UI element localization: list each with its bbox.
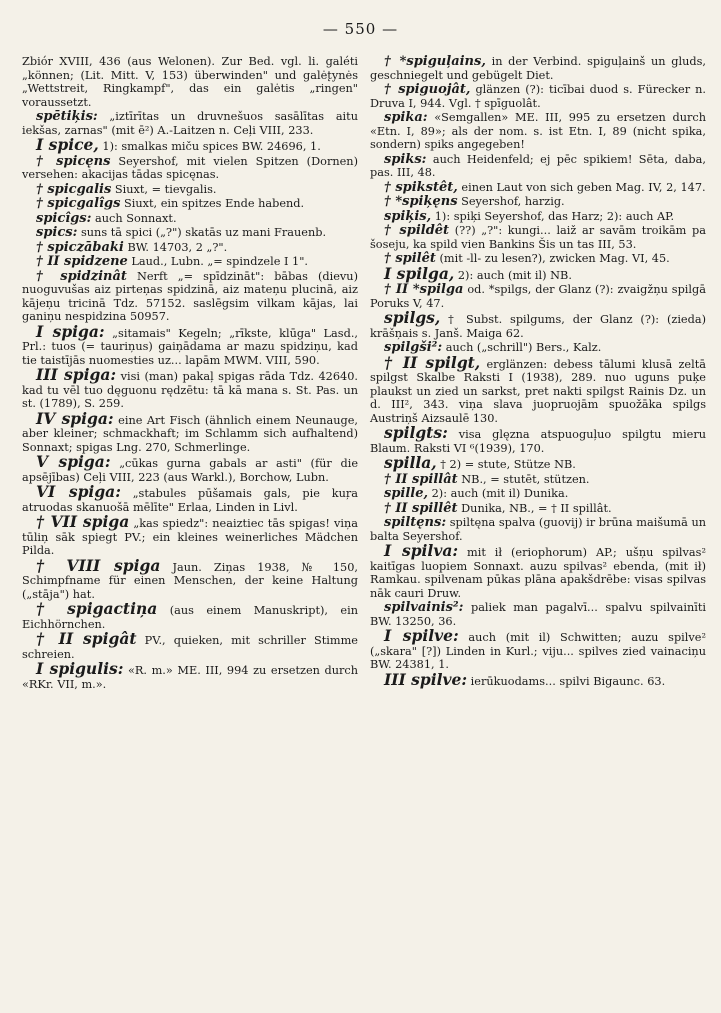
dictionary-entry bbox=[370, 352, 706, 426]
entry-headword: I spilve: bbox=[384, 626, 459, 645]
dictionary-entry bbox=[22, 555, 358, 602]
entry-text: (mit -ll- zu lesen?), zwicken Mag. VI, 45. bbox=[435, 252, 670, 265]
entry-headword: † spidzinât bbox=[36, 268, 127, 284]
entry-text: Zbiór XVIII, 436 (aus Welonen). Zur Bed. vgl. li. galéti „können; (Lit. Mitt. V, 153) überwinden" und galėt̨ynės „Wettstreit, Ringkampf", das ein galėtis „ringen" voraussetzt. bbox=[22, 55, 358, 109]
entry-headword: † II *spilga bbox=[384, 282, 464, 297]
entry-text: auch Sonnaxt. bbox=[91, 211, 177, 225]
entry-text: (??) „?": kungi... laiž ar savām troikām pa šoseju, ka spild vien Bankins Šis un tas III, 53. bbox=[370, 224, 706, 251]
dictionary-entry bbox=[370, 263, 706, 283]
dictionary-entry bbox=[22, 270, 358, 324]
page-number: — 550 — bbox=[322, 20, 399, 38]
entry-text: mit ił (eriophorum) AP.; ušņu spilvas² kaitīgas luopiem Sonnaxt. auzu spilvas² ebenda, (mit ił) Ramkau. spilvenam pūkas plāna apakšdrēbe: visas spilvas nāk cauri Druw. bbox=[370, 546, 706, 600]
dictionary-entry bbox=[370, 195, 706, 209]
dictionary-entry bbox=[22, 241, 358, 255]
entry-headword: spics: bbox=[36, 225, 78, 240]
entry-headword: spiltęns: bbox=[384, 515, 447, 530]
entry-headword: † II spillêt bbox=[384, 500, 458, 516]
entry-text: (aus einem Manuskript), ein Eichhörnchen. bbox=[22, 604, 359, 631]
entry-text: od. *spilgs, der Glanz (?): zvaigžņu spilgā Poruks V, 47. bbox=[370, 283, 706, 310]
dictionary-entry bbox=[370, 153, 706, 180]
dictionary-entry bbox=[22, 55, 358, 109]
entry-text: Nerft „= spīdzināt": bābas (dievu) nuoguvušas aiz pirteņas spidzinā, aiz mateņu plucinā, aiz kājeņu tricinā Tdz. 57152. saslēgsim vilkam kājas, lai ganiņu nespidzina 50957. bbox=[22, 269, 358, 323]
entry-text: eine Art Fisch (ähnlich einem Neunauge, aber kleiner; schmackhaft; im Schlamm sich aufhaltend) Sonnaxt; spigas Lng. 270, Schmerlinge. bbox=[22, 413, 358, 454]
dictionary-entry bbox=[370, 181, 706, 195]
entry-text: Seyershof, harzig. bbox=[457, 195, 565, 208]
entry-headword: † spicgalîgs bbox=[36, 196, 121, 211]
right-column bbox=[370, 55, 706, 689]
entry-text: in der Verbind. spiguļainš un gluds, geschniegelt und gebügelt Diet. bbox=[370, 55, 706, 82]
entry-text: glänzen (?): ticībai duod s. Fürecker n. Druva I, 944. Vgl. † spīguolât. bbox=[370, 83, 706, 110]
dictionary-entry bbox=[370, 83, 706, 110]
entry-headword: I spice, bbox=[36, 135, 99, 154]
entry-headword: III spilve: bbox=[384, 669, 468, 689]
entry-headword: spille, bbox=[384, 486, 429, 501]
entry-text: einen Laut von sich geben Mag. IV, 2, 147. bbox=[457, 180, 706, 194]
entry-headword: spiķis, bbox=[384, 208, 432, 224]
dictionary-entry bbox=[22, 212, 358, 226]
entry-text: Jaun. Ziņas 1938, № 150, Schimpfname für einen Menschen, der keine Haltung („stāja") hat. bbox=[22, 560, 358, 601]
entry-headword: † II spigât bbox=[36, 629, 137, 648]
entry-text: BW. 14703, 2 „?". bbox=[123, 240, 228, 254]
dictionary-entry bbox=[370, 487, 706, 501]
entry-headword: † spigactiņa bbox=[36, 599, 158, 618]
entry-headword: spilgts: bbox=[384, 423, 448, 442]
dictionary-entry bbox=[22, 599, 359, 631]
entry-headword: spilvainis²: bbox=[384, 600, 464, 615]
entry-text: auch (mit il) Schwitten; auzu spilve² („skara" [?]) Linden in Kurl.; viju... spilves zied vainaciņu BW. 24381, 1. bbox=[370, 631, 706, 671]
dictionary-entry bbox=[370, 453, 706, 472]
dictionary-entry bbox=[370, 224, 706, 251]
entry-text: 1): spiķi Seyershof, das Harz; 2): auch AP. bbox=[431, 209, 675, 223]
entry-headword: I spilva: bbox=[384, 541, 459, 560]
entry-headword: I spigulis: bbox=[36, 659, 124, 678]
dictionary-entry bbox=[22, 482, 358, 514]
entry-text: 2): auch (mit il) NB. bbox=[454, 268, 572, 282]
entry-text: 1): smalkas miču spices BW. 24696, 1. bbox=[98, 140, 321, 153]
entry-text: Siuxt, ein spitzes Ende habend. bbox=[120, 197, 305, 210]
entry-text: † Subst. spilgums, der Glanz (?): (zieda) krāšņais s. Janš. Maiga 62. bbox=[370, 313, 706, 340]
entry-headword: † spilêt bbox=[384, 251, 436, 266]
dictionary-entry bbox=[370, 55, 706, 82]
entry-headword: spika: bbox=[384, 110, 428, 125]
entry-headword: spilla, bbox=[384, 453, 437, 472]
entry-headword: I spiga: bbox=[36, 321, 105, 341]
entry-headword: † *spiķęns bbox=[384, 194, 458, 209]
entry-headword: † spicęns bbox=[36, 153, 111, 169]
entry-text: paliek man pagalvī... spalvu spilvainīti BW. 13250, 36. bbox=[370, 601, 706, 628]
dictionary-entry bbox=[370, 423, 706, 455]
entry-headword: † spikstêt, bbox=[384, 179, 458, 195]
dictionary-entry bbox=[22, 365, 358, 411]
entry-headword: † *spiguļains, bbox=[384, 54, 486, 69]
entry-text: 2): auch (mit il) Dunika. bbox=[428, 487, 569, 500]
entry-headword: † VII spiga bbox=[36, 512, 130, 531]
entry-headword: † spiczābaki bbox=[36, 239, 124, 255]
dictionary-entry bbox=[22, 629, 358, 661]
entry-text: ierūkuodams... spilvi Bigaunc. 63. bbox=[467, 674, 666, 688]
entry-headword: † spildêt bbox=[384, 223, 450, 238]
dictionary-entry bbox=[22, 659, 358, 691]
entry-headword: † spiguojât, bbox=[384, 82, 471, 97]
entry-text: visi (man) pakaļ spigas rāda Tdz. 42640. kad tu vēl tuo dęguonu rędzētu: tā kā mana s. St. Pas. un st. (1789), S. 259. bbox=[22, 370, 358, 410]
entry-headword: IV spiga: bbox=[36, 408, 114, 428]
dictionary-entry bbox=[370, 502, 706, 516]
entry-text: «R. m.» ME. III, 994 zu ersetzen durch «RKr. VII, m.». bbox=[22, 664, 358, 691]
dictionary-entry bbox=[22, 155, 358, 182]
entry-headword: † spicgalis bbox=[36, 181, 112, 197]
entry-text: auch („schrill") Bers., Kalz. bbox=[442, 341, 602, 354]
dictionary-entry bbox=[22, 197, 358, 211]
entry-text: „iztīrītas un druvnešuos sasālītas aitu iekšas, zarnas" (mit ē²) A.-Laitzen n. Ceļi VIII, 233. bbox=[22, 110, 358, 137]
entry-headword: VI spiga: bbox=[36, 482, 121, 501]
dictionary-entry bbox=[22, 452, 358, 484]
entry-text: suns tā spici („?") skatās uz mani Frauenb. bbox=[77, 226, 327, 239]
entry-headword: † VIII spiga bbox=[36, 555, 161, 575]
entry-headword: spiks: bbox=[384, 151, 427, 167]
entry-text: Siuxt, = tievgalis. bbox=[111, 182, 217, 196]
dictionary-entry bbox=[370, 541, 706, 600]
entry-text: „sitamais" Kegeln; „rīkste, klūga" Lasd., Prl.: tuos (= tauriņus) gaiņādama ar mazu spidziņu, kad tie taistījās nuomesties uz... lapām MWM. VIII, 590. bbox=[22, 326, 359, 367]
entry-text: Seyershof, mit vielen Spitzen (Dornen) versehen: akacijas tādas spicęnas. bbox=[22, 154, 358, 181]
dictionary-entry bbox=[370, 210, 706, 224]
dictionary-entry bbox=[22, 408, 358, 455]
dictionary-entry bbox=[370, 669, 706, 689]
dictionary-entry bbox=[370, 308, 706, 340]
dictionary-entry bbox=[22, 321, 359, 368]
dictionary-entry bbox=[370, 626, 706, 672]
dictionary-entry bbox=[370, 473, 706, 487]
dictionary-entry bbox=[22, 110, 358, 137]
entry-text: auch Heidenfeld; ej pēc spikiem! Sēta, daba, pas. III, 48. bbox=[370, 152, 706, 179]
entry-text: „stabules pūšamais gals, pie kuŗa atruodas skanuošā mēlīte" Erlaa, Linden in Livl. bbox=[22, 487, 358, 514]
entry-text: «Semgallen» ME. III, 995 zu ersetzen durch «Etn. I, 89»; als der nom. s. ist Etn. I, 89 (nicht spika, sondern) spiks angegeben! bbox=[370, 111, 706, 151]
dictionary-entry bbox=[22, 255, 358, 269]
entry-text: erglänzen: debess tālumi klusā zeltā spilgst Skalbe Raksti I (1938), 289. nuo uguns puķe plaukst un zied un sarkst, pret nakti spilgst Rainis Dz. un d. III², 343. viņa slava juopruojām spuožāka spilgs Austriņš Aizsaulē 130. bbox=[370, 357, 706, 425]
entry-headword: spētiķis: bbox=[36, 109, 98, 124]
dictionary-entry bbox=[370, 601, 706, 628]
entry-text: visa glęzna atspuoguļuo spilgtu mieru Blaum. Raksti VI ⁶(1939), 170. bbox=[370, 428, 706, 455]
entry-headword: † II spillât bbox=[384, 471, 458, 487]
entry-text: NB., = stutēt, stützen. bbox=[457, 472, 590, 486]
dictionary-entry bbox=[370, 111, 706, 152]
entry-headword: spilgs, bbox=[384, 308, 441, 327]
entry-text: PV., quieken, mit schriller Stimme schreien. bbox=[22, 634, 358, 661]
entry-headword: spilgši²: bbox=[384, 340, 443, 355]
dictionary-entry bbox=[22, 183, 358, 197]
dictionary-entry bbox=[22, 135, 358, 154]
entry-headword: spicîgs: bbox=[36, 210, 92, 226]
dictionary-entry bbox=[370, 516, 706, 543]
entry-text: „kas spiedz": neaiztiec tās spigas! viņa tūliņ sāk spiegt PV.; ein kleines weinerliches Mädchen Pilda. bbox=[22, 517, 358, 557]
entry-headword: V spiga: bbox=[36, 452, 111, 471]
entry-headword: I spilga, bbox=[384, 263, 455, 283]
dictionary-entry bbox=[22, 512, 358, 558]
dictionary-entry bbox=[370, 283, 706, 310]
entry-text: Dunika, NB., = † II spillât. bbox=[457, 501, 612, 515]
entry-headword: † II spidzene bbox=[36, 254, 128, 269]
entry-text: Laud., Lubn. „= spindzele I 1". bbox=[127, 255, 309, 268]
entry-headword: III spiga: bbox=[36, 365, 117, 384]
entry-headword: † II spilgt, bbox=[384, 352, 481, 372]
entry-text: spiltęna spalva (guovij) ir brūna maišumā un balta Seyershof. bbox=[370, 516, 706, 543]
dictionary-entry bbox=[22, 226, 358, 240]
entry-text: „cūkas gurna gabals ar asti" (für die apsējības) Ceļi VIII, 223 (aus Warkl.), Borchow, Lubn. bbox=[22, 457, 358, 484]
entry-text: † 2) = stute, Stütze NB. bbox=[436, 458, 576, 471]
left-column bbox=[22, 55, 358, 692]
